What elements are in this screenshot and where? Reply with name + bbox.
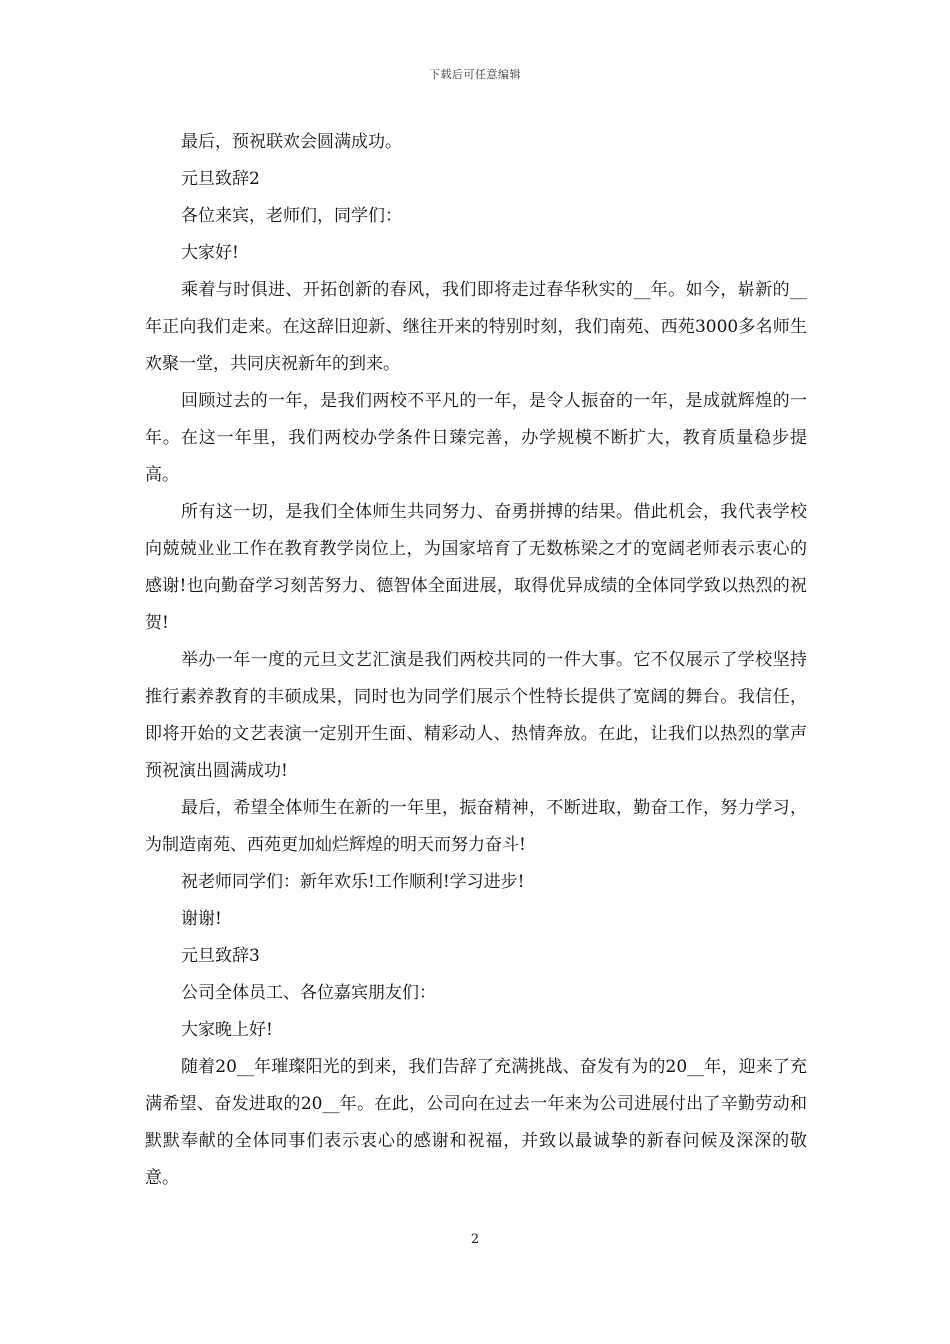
paragraph: 回顾过去的一年，是我们两校不平凡的一年，是令人振奋的一年，是成就辉煌的一年。在这一年里，我们两校办学条件日臻完善，办学规模不断扩大，教育质量稳步提高。	[145, 391, 807, 485]
salutation: 各位来宾，老师们，同学们：	[181, 206, 402, 226]
salutation: 公司全体员工、各位嘉宾朋友们：	[181, 983, 436, 1003]
greeting: 大家好!	[181, 243, 239, 263]
paragraph: 乘着与时俱进、开拓创新的春风，我们即将走过春华秋实的__年。如今，崭新的__年正向我们走来。在这辞旧迎新、继往开来的特别时刻，我们南苑、西苑3000多名师生欢聚一堂，共同庆祝新年的到来。	[145, 280, 807, 374]
page-header-note: 下载后可任意编辑	[429, 68, 521, 81]
paragraph: 祝老师同学们：新年欢乐!工作顺利!学习进步!	[181, 872, 525, 892]
paragraph: 举办一年一度的元旦文艺汇演是我们两校共同的一件大事。它不仅展示了学校坚持推行素养教育的丰硕成果，同时也为同学们展示个性特长提供了宽阔的舞台。我信任，即将开始的文艺表演一定别开生面、精彩动人、热情奔放。在此，让我们以热烈的掌声预祝演出圆满成功!	[145, 650, 807, 781]
document-body	[145, 124, 807, 1197]
paragraph: 谢谢!	[181, 909, 222, 929]
section-title: 元旦致辞2	[181, 169, 260, 189]
page-number: 2	[470, 1232, 480, 1247]
section-title: 元旦致辞3	[181, 946, 260, 966]
paragraph: 最后，希望全体师生在新的一年里，振奋精神，不断进取，勤奋工作，努力学习，为制造南苑、西苑更加灿烂辉煌的明天而努力奋斗!	[145, 798, 807, 855]
greeting: 大家晚上好!	[181, 1020, 273, 1040]
paragraph: 所有这一切，是我们全体师生共同努力、奋勇拼搏的结果。借此机会，我代表学校向兢兢业业工作在教育教学岗位上，为国家培育了无数栋梁之才的宽阔老师表示衷心的感谢!也向勤奋学习刻苦努力、德智体全面进展，取得优异成绩的全体同学致以热烈的祝贺!	[145, 502, 807, 633]
paragraph: 最后，预祝联欢会圆满成功。	[181, 132, 402, 152]
paragraph: 随着20__年璀璨阳光的到来，我们告辞了充满挑战、奋发有为的20__年，迎来了充满希望、奋发进取的20__年。在此，公司向在过去一年来为公司进展付出了辛勤劳动和默默奉献的全体同事们表示衷心的感谢和祝福，并致以最诚挚的新春问候及深深的敬意。	[145, 1057, 807, 1188]
